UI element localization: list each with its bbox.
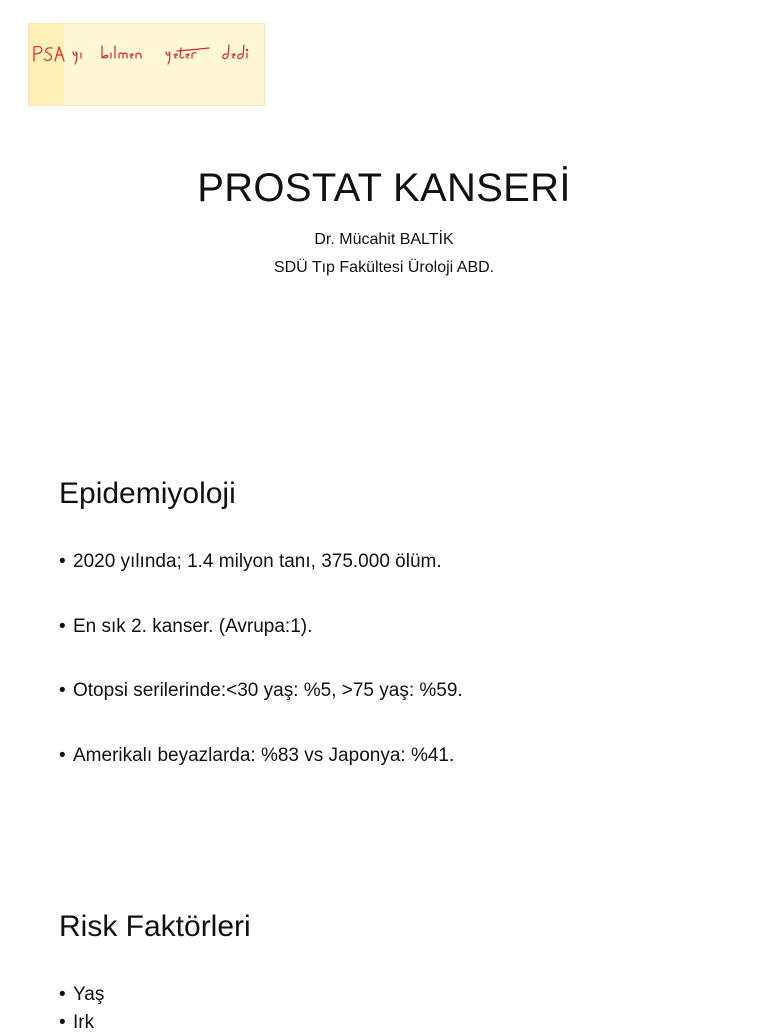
handwritten-annotation-svg [29, 24, 266, 107]
bullet-item [59, 680, 463, 702]
section-heading-epidemiology: Epidemiyoloji [59, 477, 236, 510]
bullet-text: 2020 yılında; 1.4 milyon tanı, 375.000 ölüm. [73, 551, 442, 572]
bullet-text: Amerikalı beyazlarda: %83 vs Japonya: %41. [73, 745, 455, 766]
bullet-marker: • [59, 680, 66, 701]
bullet-text: Irk [73, 1012, 95, 1033]
section-heading-risk-factors: Risk Faktörleri [59, 910, 251, 943]
bullet-marker: • [59, 984, 66, 1005]
bullet-text: Otopsi serilerinde:<30 yaş: %5, >75 yaş: %59. [73, 680, 463, 701]
bullet-item [59, 984, 104, 1006]
bullet-marker: • [59, 745, 66, 766]
slide-title: PROSTAT KANSERİ [197, 166, 571, 210]
bullet-item [59, 551, 442, 573]
bullet-text: Yaş [73, 984, 105, 1005]
bullet-item [59, 745, 454, 767]
author-name: Dr. Mücahit BALTİK [314, 231, 454, 248]
bullet-item [59, 616, 312, 638]
handwritten-note [28, 23, 265, 106]
bullet-text: En sık 2. kanser. (Avrupa:1). [73, 616, 313, 637]
bullet-marker: • [59, 616, 66, 637]
bullet-marker: • [59, 1012, 66, 1033]
bullet-marker: • [59, 551, 66, 572]
author-affiliation: SDÜ Tıp Fakültesi Üroloji ABD. [273, 259, 495, 276]
bullet-item [59, 1012, 94, 1034]
